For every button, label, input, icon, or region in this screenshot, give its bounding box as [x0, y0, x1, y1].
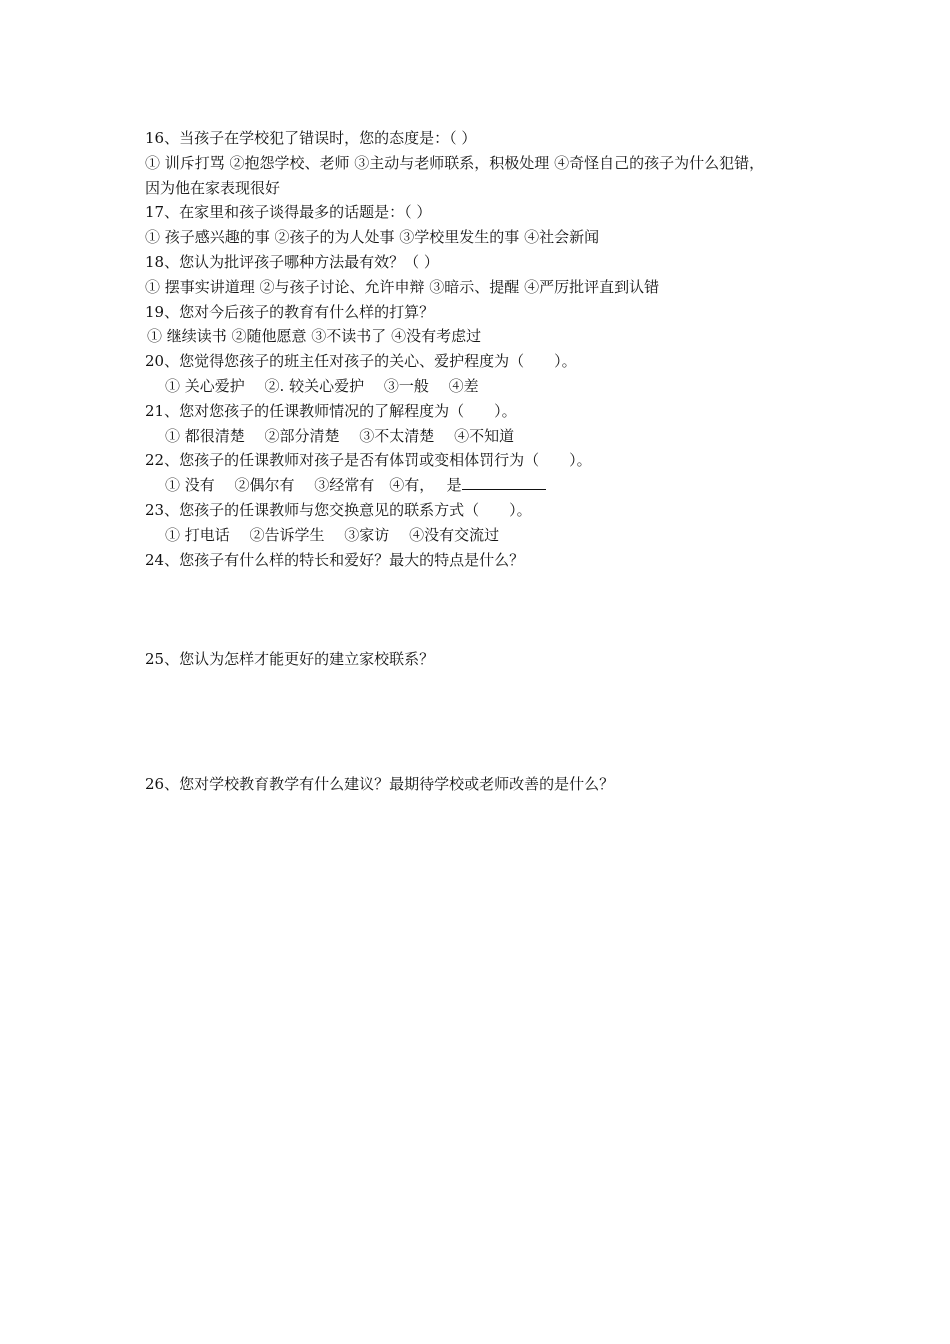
- question-24-answer-space[interactable]: [145, 572, 835, 647]
- question-20-prompt: 20、您觉得您孩子的班主任对孩子的关心、爱护程度为（ ）。: [145, 352, 577, 371]
- question-17-prompt: 17、在家里和孩子谈得最多的话题是：（ ）: [145, 203, 432, 222]
- question-22-fill-blank[interactable]: [462, 475, 546, 490]
- question-18-prompt: 18、您认为批评孩子哪种方法最有效？（ ）: [145, 252, 439, 271]
- question-16-options: ① 训斥打骂 ②抱怨学校、老师 ③主动与老师联系，积极处理 ④奇怪自己的孩子为什么犯错，: [145, 153, 765, 172]
- question-18-options: ① 摆事实讲道理 ②与孩子讨论、允许申辩 ③暗示、提醒 ④严厉批评直到认错: [145, 277, 660, 296]
- question-16-options-continued: 因为他在家表现很好: [145, 178, 281, 197]
- question-19-options: ① 继续读书 ②随他愿意 ③不读书了 ④没有考虑过: [147, 327, 482, 346]
- question-23-prompt: 23、您孩子的任课教师与您交换意见的联系方式（ ）。: [145, 500, 532, 519]
- question-17-options: ① 孩子感兴趣的事 ②孩子的为人处事 ③学校里发生的事 ④社会新闻: [145, 228, 600, 247]
- question-25-prompt: 25、您认为怎样才能更好的建立家校联系？: [145, 650, 435, 669]
- question-22-options-row: [145, 473, 835, 498]
- question-21-prompt: 21、您对您孩子的任课教师情况的了解程度为（ ）。: [145, 401, 517, 420]
- question-19-prompt: 19、您对今后孩子的教育有什么样的打算？: [145, 302, 435, 321]
- question-22-prompt: 22、您孩子的任课教师对孩子是否有体罚或变相体罚行为（ ）。: [145, 451, 592, 470]
- question-20-options: ① 关心爱护 ②. 较关心爱护 ③一般 ④差: [165, 376, 479, 395]
- question-21-options: ① 都很清楚 ②部分清楚 ③不太清楚 ④不知道: [165, 426, 515, 445]
- question-23-options: ① 打电话 ②告诉学生 ③家访 ④没有交流过: [165, 525, 500, 544]
- question-24-prompt: 24、您孩子有什么样的特长和爱好？最大的特点是什么？: [145, 550, 525, 569]
- question-16-prompt: 16、当孩子在学校犯了错误时，您的态度是：（ ）: [145, 129, 477, 147]
- question-25-answer-space[interactable]: [145, 672, 835, 772]
- questionnaire-body: [145, 126, 835, 797]
- question-26-prompt: 26、您对学校教育教学有什么建议？最期待学校或老师改善的是什么？: [145, 775, 615, 794]
- question-22-options: ① 没有 ②偶尔有 ③经常有 ④有， 是: [165, 476, 462, 495]
